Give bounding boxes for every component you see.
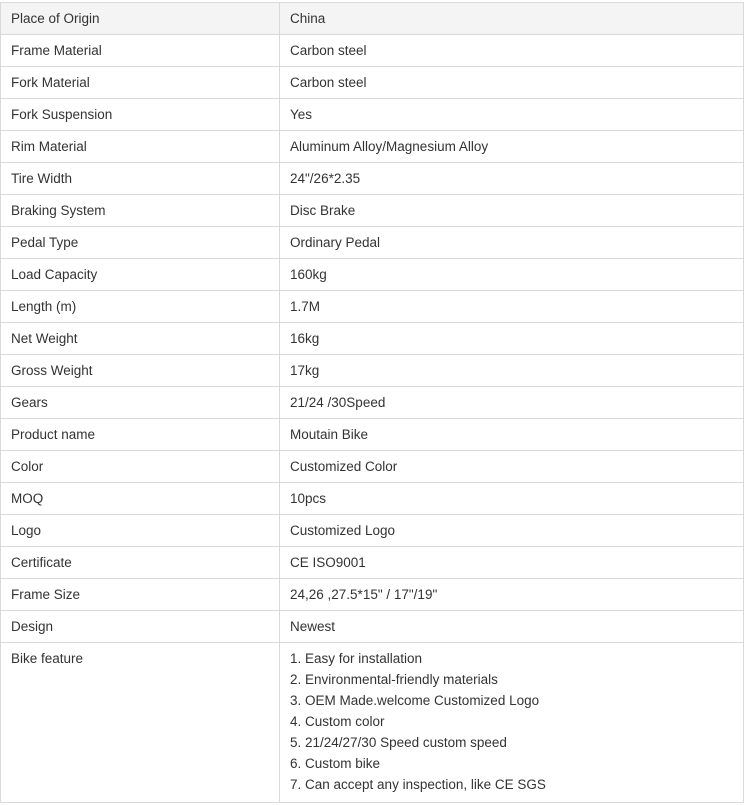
table-row (1, 163, 744, 195)
spec-value: 16kg (280, 323, 744, 355)
spec-label: Net Weight (1, 323, 280, 355)
spec-label: Bike feature (1, 643, 280, 803)
spec-value: Ordinary Pedal (280, 227, 744, 259)
spec-value: China (280, 3, 744, 35)
spec-label: Color (1, 451, 280, 483)
table-row (1, 419, 744, 451)
bike-feature-item: 4. Custom color (290, 714, 385, 729)
spec-value: 1.7M (280, 291, 744, 323)
spec-value: 24"/26*2.35 (280, 163, 744, 195)
table-row (1, 451, 744, 483)
table-row (1, 547, 744, 579)
spec-value: CE ISO9001 (280, 547, 744, 579)
table-row (1, 3, 744, 35)
table-row (1, 35, 744, 67)
spec-value: 160kg (280, 259, 744, 291)
table-row (1, 483, 744, 515)
spec-table-body (1, 3, 744, 803)
spec-value: Disc Brake (280, 195, 744, 227)
spec-label: Length (m) (1, 291, 280, 323)
spec-value: Customized Logo (280, 515, 744, 547)
table-row (1, 227, 744, 259)
table-row (1, 387, 744, 419)
spec-label: Load Capacity (1, 259, 280, 291)
spec-value: Customized Color (280, 451, 744, 483)
bike-feature-item: 2. Environmental-friendly materials (290, 672, 498, 687)
spec-label: MOQ (1, 483, 280, 515)
spec-value: Moutain Bike (280, 419, 744, 451)
spec-value: Aluminum Alloy/Magnesium Alloy (280, 131, 744, 163)
table-row-bike-feature (1, 643, 744, 803)
spec-label: Rim Material (1, 131, 280, 163)
spec-table (0, 2, 744, 803)
spec-label: Pedal Type (1, 227, 280, 259)
table-row (1, 611, 744, 643)
table-row (1, 355, 744, 387)
spec-label: Place of Origin (1, 3, 280, 35)
table-row (1, 99, 744, 131)
spec-label: Certificate (1, 547, 280, 579)
spec-label: Fork Material (1, 67, 280, 99)
bike-feature-list (290, 648, 733, 795)
spec-label: Product name (1, 419, 280, 451)
spec-label: Logo (1, 515, 280, 547)
table-row (1, 579, 744, 611)
spec-value: Carbon steel (280, 35, 744, 67)
spec-value: Carbon steel (280, 67, 744, 99)
spec-value: Yes (280, 99, 744, 131)
bike-feature-item: 5. 21/24/27/30 Speed custom speed (290, 735, 507, 750)
table-row (1, 195, 744, 227)
spec-value: 24,26 ,27.5*15" / 17"/19" (280, 579, 744, 611)
table-row (1, 67, 744, 99)
bike-feature-item: 6. Custom bike (290, 756, 381, 771)
table-row (1, 131, 744, 163)
spec-label: Gears (1, 387, 280, 419)
spec-label: Frame Size (1, 579, 280, 611)
bike-feature-item: 7. Can accept any inspection, like CE SGS (290, 777, 546, 792)
spec-value (280, 643, 744, 803)
spec-value: 10pcs (280, 483, 744, 515)
table-row (1, 291, 744, 323)
spec-value: 17kg (280, 355, 744, 387)
spec-label: Design (1, 611, 280, 643)
spec-label: Gross Weight (1, 355, 280, 387)
spec-value: Newest (280, 611, 744, 643)
spec-label: Tire Width (1, 163, 280, 195)
table-row (1, 323, 744, 355)
table-row (1, 259, 744, 291)
spec-label: Frame Material (1, 35, 280, 67)
table-row (1, 515, 744, 547)
bike-feature-item: 1. Easy for installation (290, 651, 423, 666)
bike-feature-item: 3. OEM Made.welcome Customized Logo (290, 693, 540, 708)
spec-value: 21/24 /30Speed (280, 387, 744, 419)
spec-label: Braking System (1, 195, 280, 227)
spec-label: Fork Suspension (1, 99, 280, 131)
